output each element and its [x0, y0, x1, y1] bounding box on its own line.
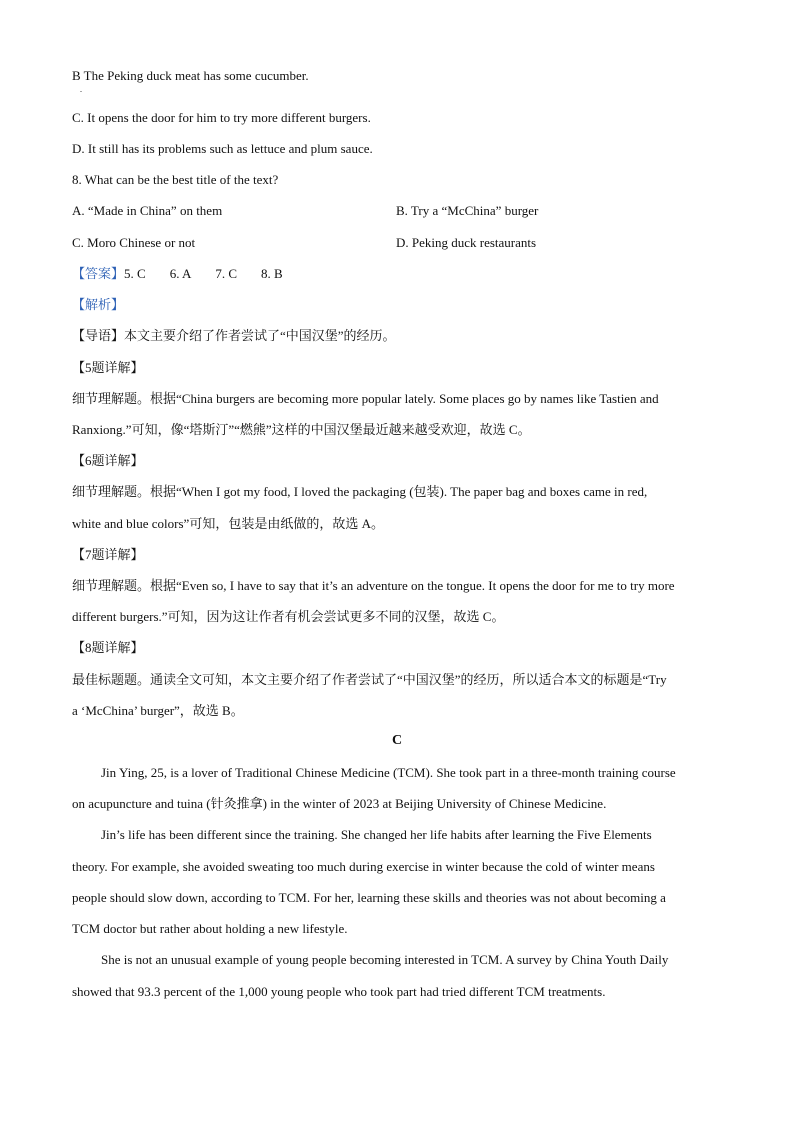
answer-row: [72, 265, 283, 283]
q7-detail-label: 【7题详解】: [72, 547, 144, 562]
q5-detail-label: 【5题详解】: [72, 360, 144, 375]
question-8-option-a: A. “Made in China” on them: [72, 203, 223, 218]
option-d: D. It still has its problems such as lettuce and plum sauce.: [72, 141, 373, 156]
q8-detail-label: 【8题详解】: [72, 640, 144, 655]
passage-heading: C: [391, 733, 403, 748]
question-8-stem: 8. What can be the best title of the text?: [72, 172, 279, 187]
q5-detail-line: Ranxiong.”可知，像“塔斯汀”“燃熊”这样的中国汉堡最近越来越受欢迎，故选 C。: [72, 422, 531, 437]
option-c: C. It opens the door for him to try more different burgers.: [72, 110, 371, 125]
answer-item: 5. C: [124, 266, 146, 281]
answer-label: 【答案】: [72, 266, 125, 281]
q6-detail-label: 【6题详解】: [72, 453, 144, 468]
passage-p2-line: people should slow down, according to TCM. For her, learning these skills and theories was not about becoming a: [72, 890, 666, 905]
option-b: B The Peking duck meat has some cucumber.: [72, 68, 309, 83]
passage-p1-line: on acupuncture and tuina (针灸推拿) in the winter of 2023 at Beijing University of Chinese Medicine.: [72, 796, 607, 811]
passage-p2-line: theory. For example, she avoided sweating too much during exercise in winter because the cold of winter means: [72, 859, 655, 874]
passage-p2-line: TCM doctor but rather about holding a new lifestyle.: [72, 921, 348, 936]
question-8-option-b: B. Try a “McChina” burger: [396, 203, 539, 218]
question-8-option-c: C. Moro Chinese or not: [72, 235, 196, 250]
passage-p3-line: showed that 93.3 percent of the 1,000 young people who took part had tried different TCM treatments.: [72, 984, 606, 999]
q8-detail-line: 最佳标题题。通读全文可知，本文主要介绍了作者尝试了“中国汉堡”的经历，所以适合本文的标题是“Try: [72, 672, 667, 687]
q6-detail-line: white and blue colors”可知，包装是由纸做的，故选 A。: [72, 516, 384, 531]
answer-item: 7. C: [215, 266, 238, 281]
answer-item: 8. B: [261, 266, 283, 281]
stray-dot: .: [80, 85, 82, 94]
q6-detail-line: 细节理解题。根据“When I got my food, I loved the packaging (包装). The paper bag and boxes came in red,: [72, 484, 648, 499]
q7-detail-line: different burgers.”可知，因为这让作者有机会尝试更多不同的汉堡，故选 C。: [72, 609, 505, 624]
q5-detail-line: 细节理解题。根据“China burgers are becoming more popular lately. Some places go by names like Tastien and: [72, 391, 659, 406]
q8-detail-line: a ‘McChina’ burger”，故选 B。: [72, 703, 244, 718]
guide-text: 本文主要介绍了作者尝试了“中国汉堡”的经历。: [124, 328, 396, 343]
guide-row: [72, 327, 396, 345]
passage-p1-line: Jin Ying, 25, is a lover of Traditional Chinese Medicine (TCM). She took part in a three-month training course: [101, 765, 676, 780]
analysis-label: 【解析】: [72, 297, 125, 312]
passage-p3-line: She is not an unusual example of young people becoming interested in TCM. A survey by China Youth Daily: [101, 952, 669, 967]
question-8-option-d: D. Peking duck restaurants: [396, 235, 537, 250]
q7-detail-line: 细节理解题。根据“Even so, I have to say that it’s an adventure on the tongue. It opens the door for me to try more: [72, 578, 675, 593]
answer-item: 6. A: [169, 266, 192, 281]
passage-p2-line: Jin’s life has been different since the training. She changed her life habits after learning the Five Elements: [101, 827, 652, 842]
guide-label: 【导语】: [72, 328, 125, 343]
